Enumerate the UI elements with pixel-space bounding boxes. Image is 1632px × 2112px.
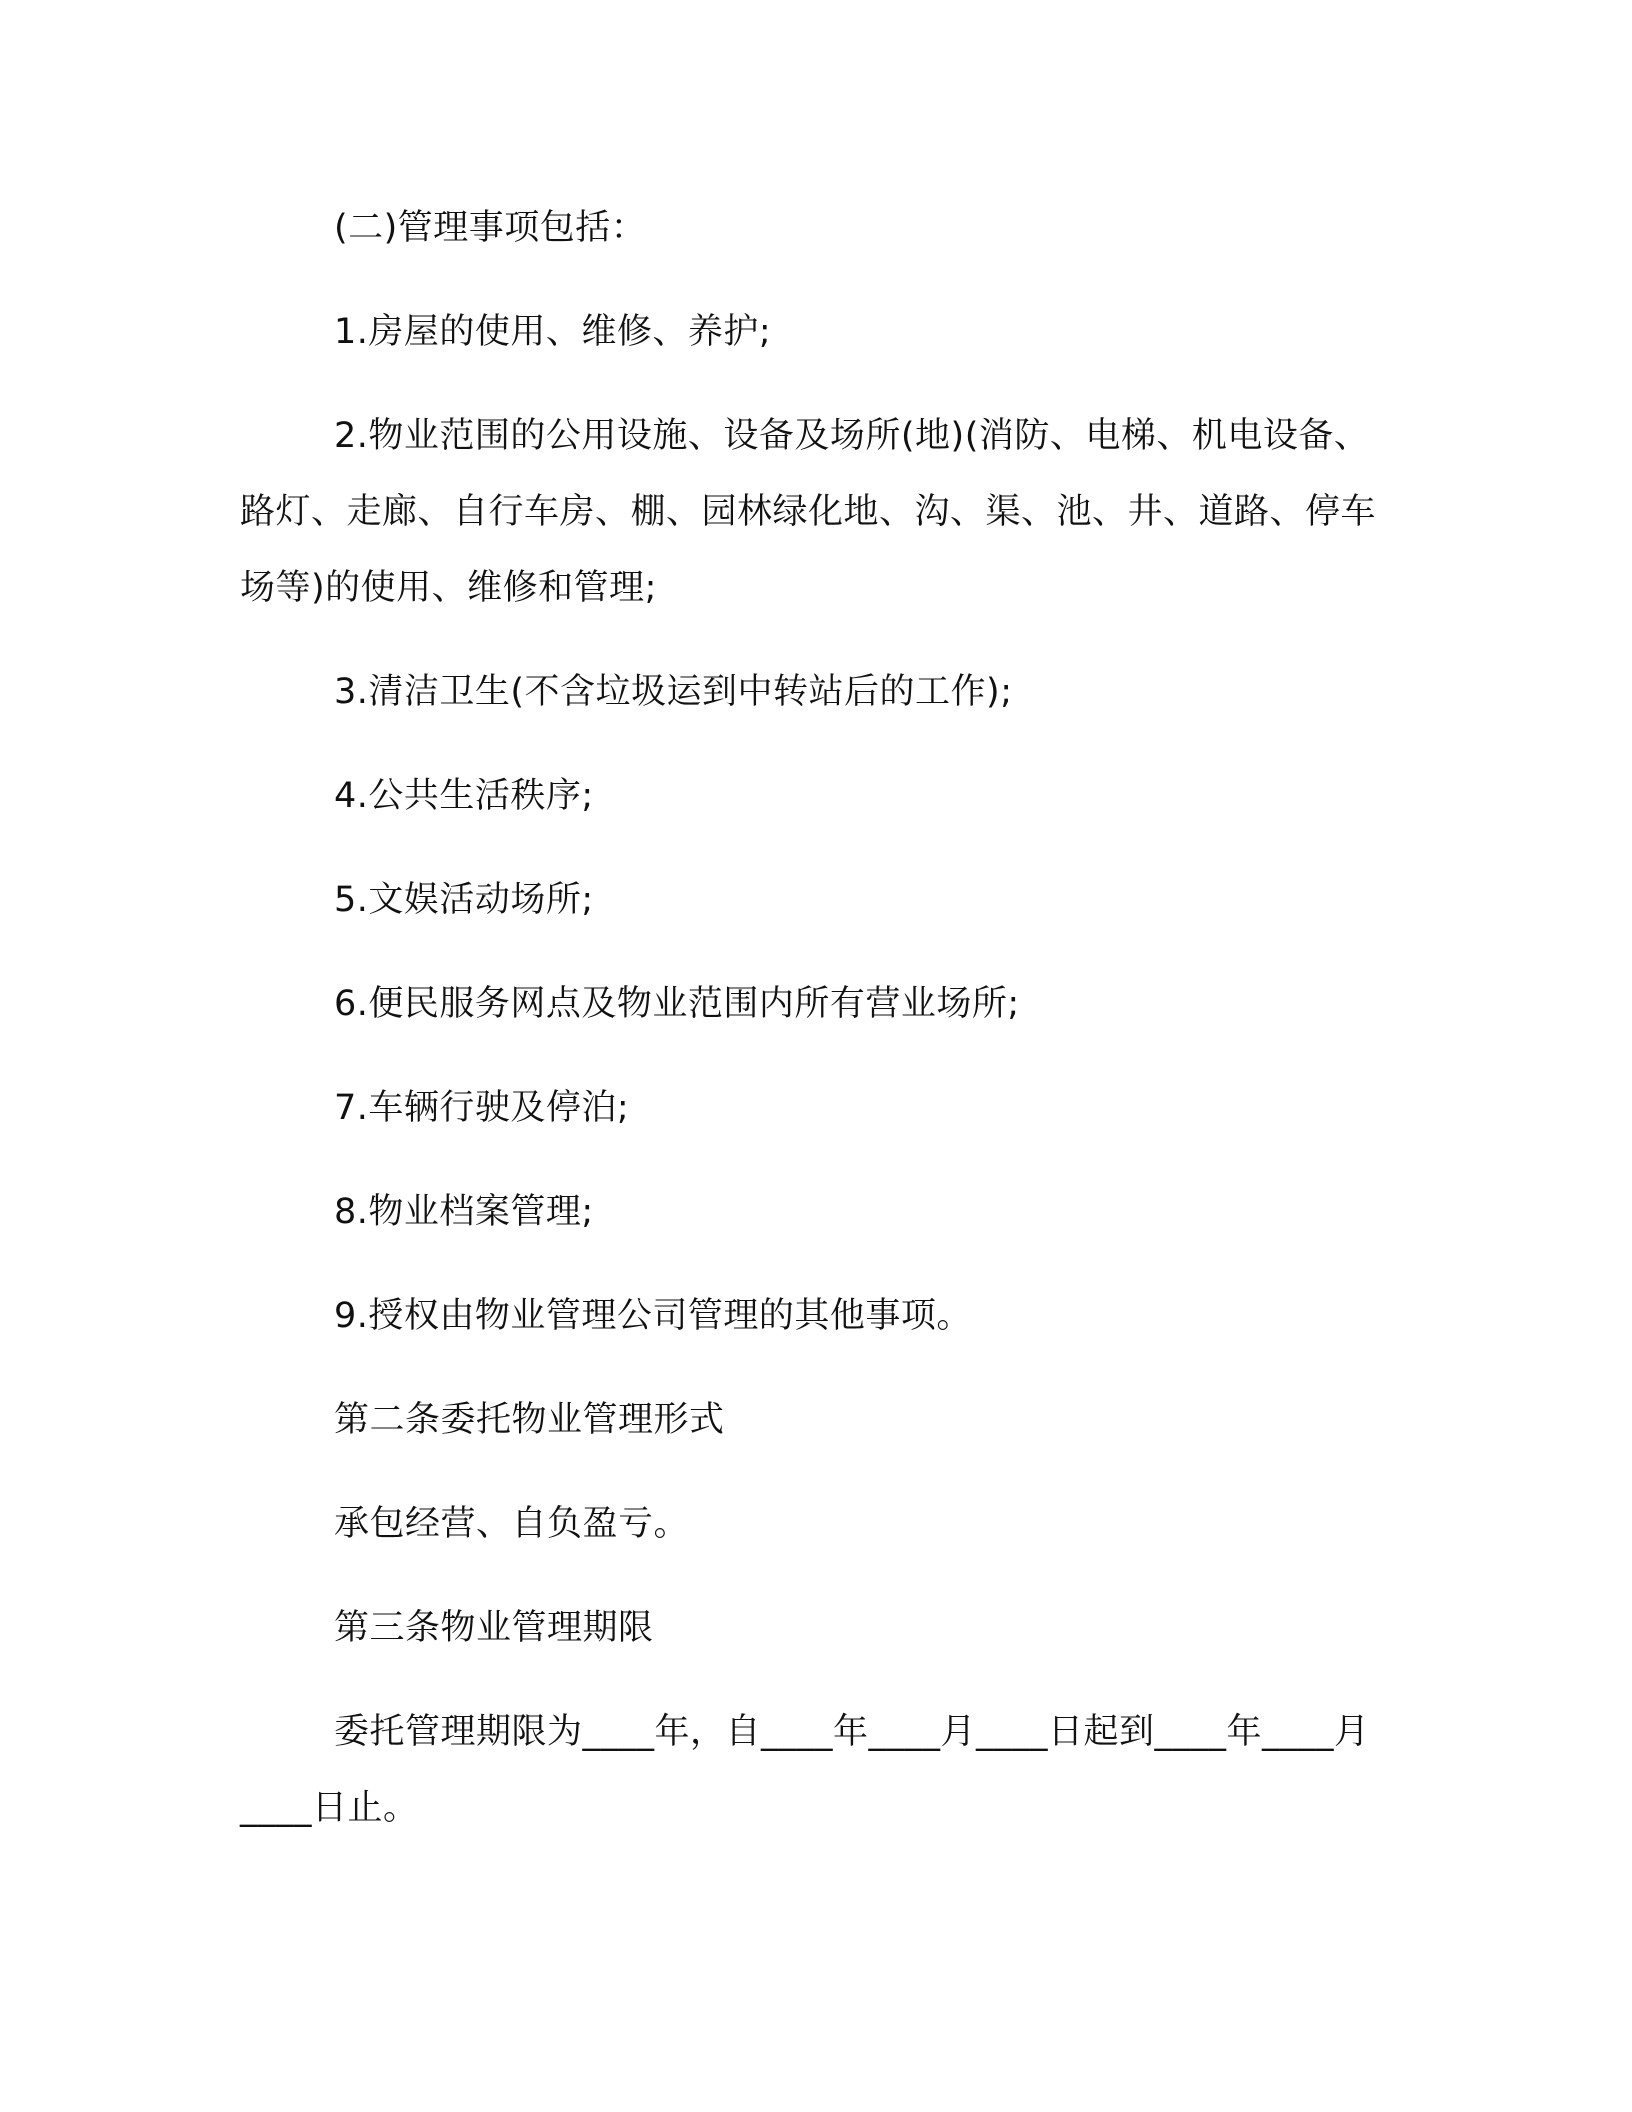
section-heading-management-items: (二)管理事项包括：: [334, 208, 647, 248]
article-3-body: 委托管理期限为____年，自____年____月____日起到____年____月____日止。: [240, 1712, 1370, 1828]
article-2-body: 承包经营、自负盈亏。: [334, 1504, 690, 1544]
list-item-2: 2.物业范围的公用设施、设备及场所(地)(消防、电梯、机电设备、路灯、走廊、自行车房、棚、园林绿化地、沟、渠、池、井、道路、停车场等)的使用、维修和管理;: [240, 416, 1377, 608]
list-item-9: 9.授权由物业管理公司管理的其他事项。: [334, 1296, 972, 1336]
list-item-3: 3.清洁卫生(不含垃圾运到中转站后的工作);: [334, 672, 1013, 712]
list-item-4: 4.公共生活秩序;: [334, 776, 594, 816]
list-item-7: 7.车辆行驶及停泊;: [334, 1088, 630, 1128]
article-heading-2: 第二条委托物业管理形式: [334, 1400, 725, 1440]
list-item-6: 6.便民服务网点及物业范围内所有营业场所;: [334, 984, 1020, 1024]
article-heading-3: 第三条物业管理期限: [334, 1608, 654, 1648]
list-item-8: 8.物业档案管理;: [334, 1192, 594, 1232]
list-item-5: 5.文娱活动场所;: [334, 880, 594, 920]
document-body: [240, 190, 1400, 1874]
list-item-1: 1.房屋的使用、维修、养护;: [334, 312, 772, 352]
